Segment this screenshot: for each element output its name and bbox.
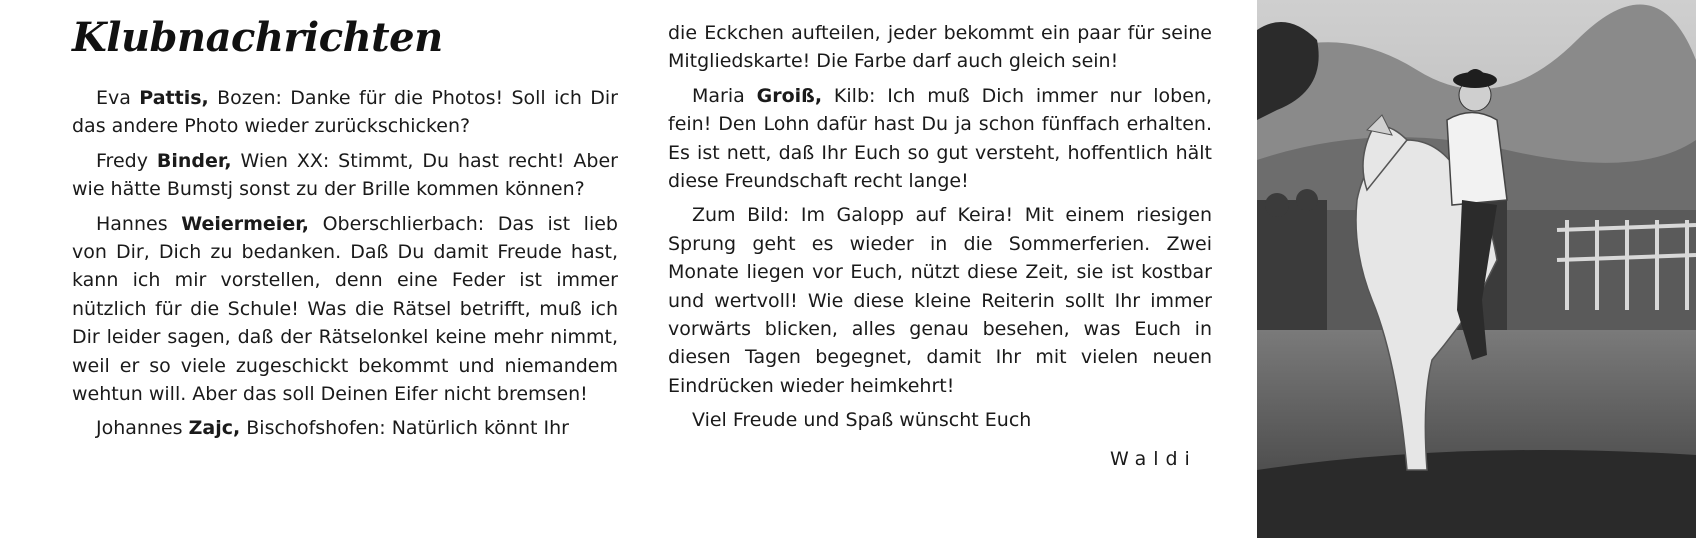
signature: Waldi [1110, 448, 1197, 470]
continued-text: die Eckchen aufteilen, jeder bekommt ein paar für seine Mitgliedskarte! Die Farbe darf auch gleich sein! [668, 22, 1212, 73]
letter-reply: Eva Pattis, Bozen: Danke für die Photos! Soll ich Dir das andere Photo wieder zurückschicken? [72, 87, 618, 138]
photo-caption-text: Zum Bild: Im Galopp auf Keira! Mit einem riesigen Sprung geht es wieder in die Sommerferien. Zwei Monate liegen vor Euch, nützt diese Zeit, sie ist kostbar und wertvoll! Wie diese kleine Reiterin sollt Ihr immer vorwärts blicken, alles genau besehen, was Euch in diesen Tagen begegnet, damit Ihr mit vielen neuen Eindrücken wieder heimkehrt! [668, 204, 1212, 397]
closing-line: Viel Freude und Spaß wünscht Euch [692, 409, 1032, 432]
member-name: Groiß, [756, 84, 823, 107]
column-right [668, 19, 1212, 441]
letter-reply: Hannes Weiermeier, Oberschlierbach: Das ist lieb von Dir, Dich zu bedanken. Daß Du damit Freude hast, kann ich mir vorstellen, denn eine Feder ist immer nützlich für die Schule! Was die Rätsel betrifft, muß ich Dir leider sagen, daß der Rätselonkel keine mehr nimmt, weil er so viele zugeschickt bekommt und niemandem wehtun will. Aber das soll Deinen Eifer nicht bremsen! [72, 212, 618, 406]
member-name: Zajc, [188, 417, 241, 440]
page-title: Klubnachrichten [72, 14, 443, 61]
letter-reply: Fredy Binder, Wien XX: Stimmt, Du hast recht! Aber wie hätte Bumstj sonst zu der Brille kommen können? [72, 149, 618, 201]
letter-reply: Maria Groiß, Kilb: Ich muß Dich immer nur loben, fein! Den Lohn dafür hast Du ja schon fünffach erhalten. Es ist nett, daß Ihr Euch so gut versteht, hoffentlich hält diese Freundschaft recht lange! [668, 84, 1212, 193]
column-left [72, 84, 618, 449]
horse-rider-photo [1257, 0, 1696, 538]
member-name: Binder, [156, 149, 232, 172]
letter-reply: Johannes Zajc, Bischofshofen: Natürlich könnt Ihr [96, 417, 569, 440]
member-name: Weiermeier, [181, 212, 310, 235]
member-name: Pattis, [139, 87, 209, 109]
